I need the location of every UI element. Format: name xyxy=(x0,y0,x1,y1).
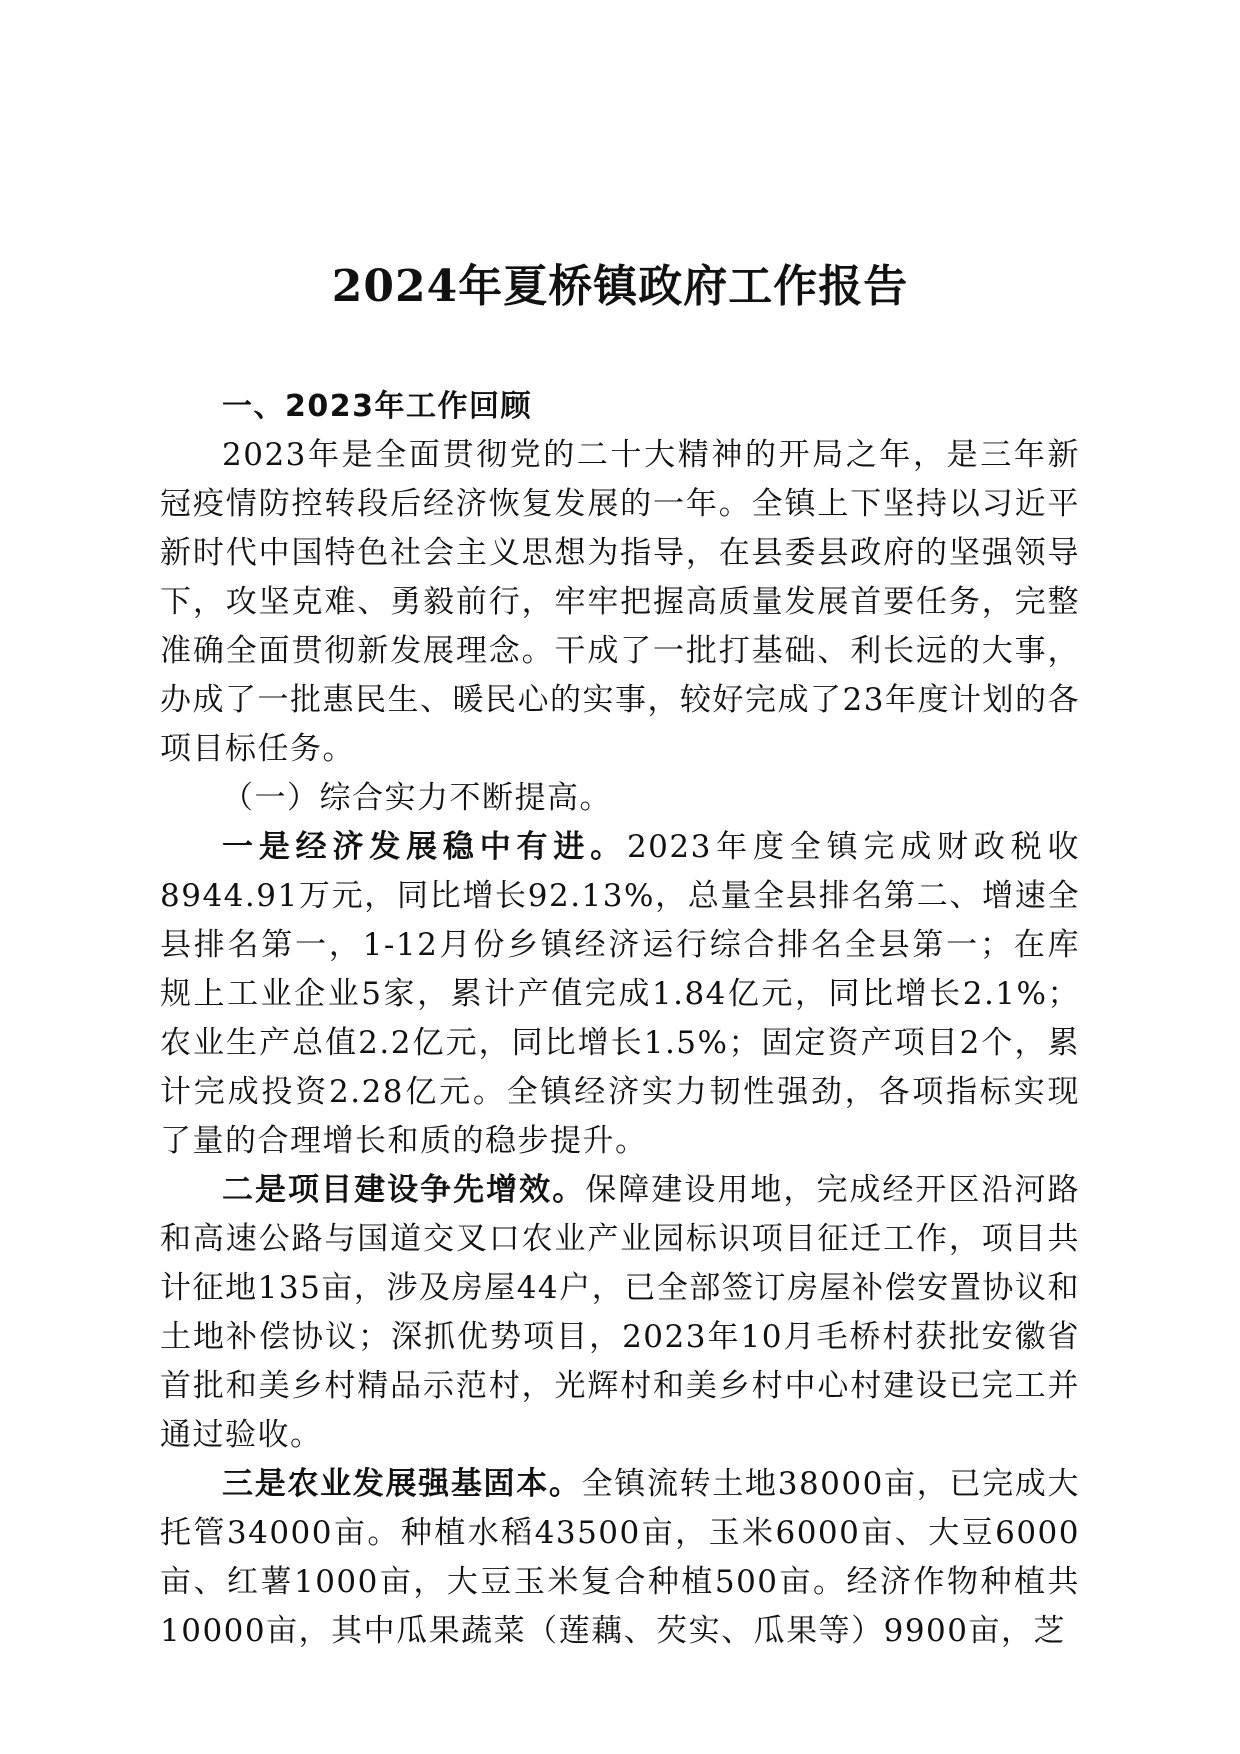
paragraph-lead: 二是项目建设争先增效。 xyxy=(222,1172,586,1208)
section-heading: 一、2023年工作回顾 xyxy=(222,389,532,424)
paragraph-lead: 一是经济发展稳中有进。 xyxy=(222,829,627,865)
paragraph-economy xyxy=(160,823,1080,1166)
paragraph-text: 2023年度全镇完成财政税收8944.91万元，同比增长92.13%，总量全县排名第二、增速全县排名第一，1-12月份乡镇经济运行综合排名全县第一；在库规上工业企业5家，累计产值完成1.84亿元，同比增长2.1%；农业生产总值2.2亿元，同比增长1.5%；固定资产项目2个，累计完成投资2.28亿元。全镇经济实力韧性强劲，各项指标实现了量的合理增长和质的稳步提升。 xyxy=(160,829,1080,1159)
paragraph-projects xyxy=(160,1166,1080,1460)
paragraph-agriculture xyxy=(160,1460,1080,1656)
paragraph-text: 全镇流转土地38000亩，已完成大托管34000亩。种植水稻43500亩，玉米6000亩、大豆6000亩、红薯1000亩，大豆玉米复合种植500亩。经济作物种植共10000亩，其中瓜果蔬菜（莲藕、芡实、瓜果等）9900亩，芝 xyxy=(160,1466,1080,1649)
document-body xyxy=(160,382,1080,1656)
document-title: 2024年夏桥镇政府工作报告 xyxy=(331,261,909,312)
paragraph-text: 保障建设用地，完成经开区沿河路和高速公路与国道交叉口农业产业园标识项目征迁工作，项目共计征地135亩，涉及房屋44户，已全部签订房屋补偿安置协议和土地补偿协议；深抓优势项目，2023年10月毛桥村获批安徽省首批和美乡村精品示范村，光辉村和美乡村中心村建设已完工并通过验收。 xyxy=(160,1172,1080,1453)
subsection-heading: （一）综合实力不断提高。 xyxy=(222,780,612,816)
intro-paragraph: 2023年是全面贯彻党的二十大精神的开局之年，是三年新冠疫情防控转段后经济恢复发展的一年。全镇上下坚持以习近平新时代中国特色社会主义思想为指导，在县委县政府的坚强领导下，攻坚克难、勇毅前行，牢牢把握高质量发展首要任务，完整准确全面贯彻新发展理念。干成了一批打基础、利长远的大事，办成了一批惠民生、暖民心的实事，较好完成了23年度计划的各项目标任务。 xyxy=(160,437,1080,767)
paragraph-lead: 三是农业发展强基固本。 xyxy=(222,1466,582,1502)
